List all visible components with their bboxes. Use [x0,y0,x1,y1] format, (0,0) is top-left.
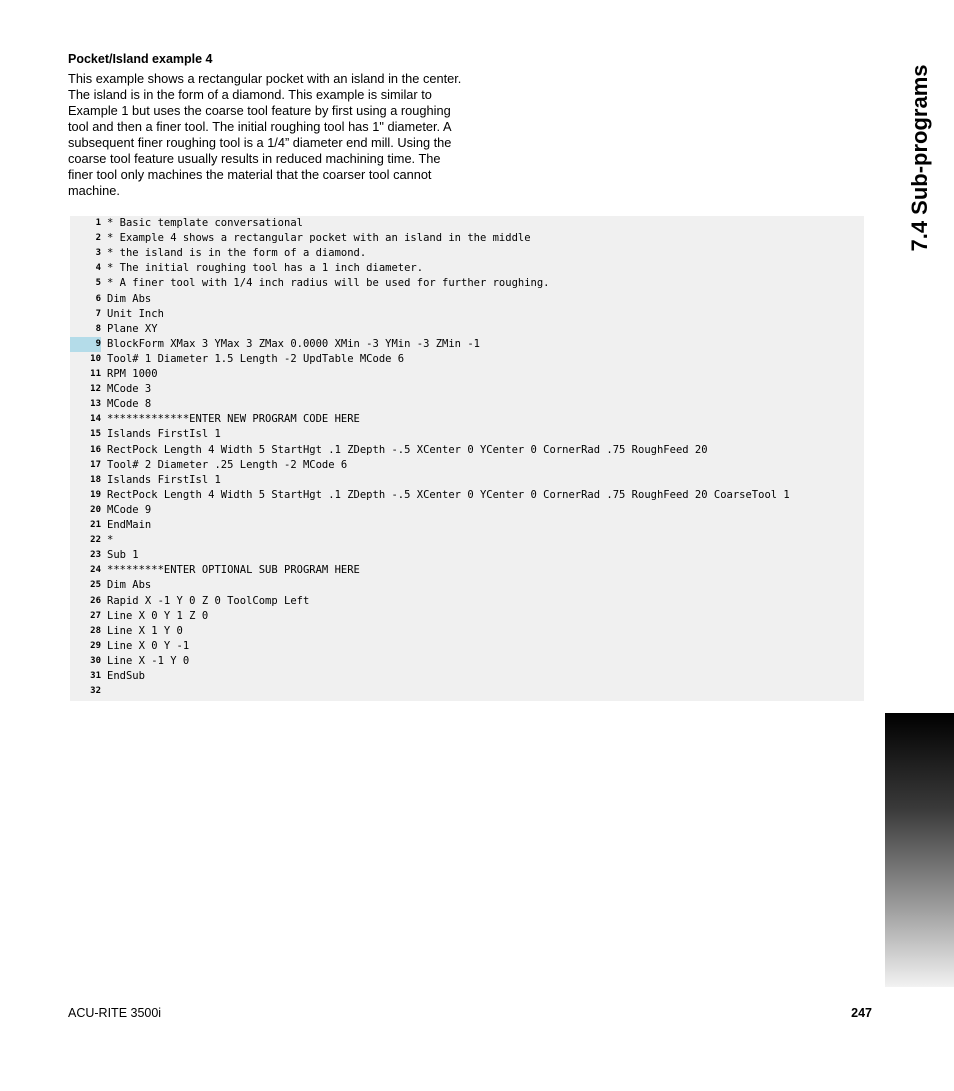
line-number: 31 [90,671,101,681]
line-number: 29 [90,640,101,651]
code-text: *************ENTER NEW PROGRAM CODE HERE [107,413,360,426]
line-number: 26 [90,595,101,606]
line-number: 1 [95,218,101,228]
footer-product: ACU-RITE 3500i [68,1006,162,1020]
line-number: 7 [95,308,101,319]
paragraph-line: finer tool only machines the material that the coarser tool cannot [68,167,432,182]
line-number: 10 [90,353,101,364]
code-line [70,292,864,307]
code-line [70,427,864,442]
line-number: 27 [90,610,101,621]
code-text: Tool# 2 Diameter .25 Length -2 MCode 6 [107,458,348,471]
code-text: *********ENTER OPTIONAL SUB PROGRAM HERE [107,564,360,577]
section-title-text: 7.4 Sub-programs [907,63,932,252]
code-line [70,518,864,533]
code-text: Plane XY [107,322,158,335]
line-number: 23 [90,550,101,561]
code-line [70,503,864,518]
chapter-tab [885,713,954,987]
line-number: 28 [90,625,101,636]
code-text: Line X 0 Y -1 [107,639,190,652]
code-line [70,216,864,231]
code-text: EndSub [107,670,145,682]
paragraph-line: machine. [68,183,120,198]
line-number: 14 [90,414,101,425]
description-paragraph [68,71,518,199]
code-line [70,639,864,654]
code-line [70,458,864,473]
code-text: Line X 0 Y 1 Z 0 [107,609,209,622]
line-number: 17 [90,459,101,470]
code-text: RectPock Length 4 Width 5 StartHgt .1 ZDepth -.5 XCenter 0 YCenter 0 CornerRad .75 RoughFeed 20 CoarseTool 1 [107,488,790,501]
code-line [70,624,864,639]
line-number: 24 [90,565,101,576]
line-number: 9 [70,337,101,352]
code-text: MCode 8 [107,398,152,411]
code-line [70,352,864,367]
code-text: * The initial roughing tool has a 1 inch diameter. [107,262,424,275]
code-line [70,276,864,291]
paragraph-line: subsequent finer roughing tool is a 1/4” diameter end mill. Using the [68,135,452,150]
code-text: Line X -1 Y 0 [107,654,190,667]
code-line [70,594,864,609]
code-text: RPM 1000 [107,368,158,380]
line-number: 13 [90,399,101,410]
code-text: Islands FirstIsl 1 [107,428,221,441]
line-number: 20 [90,504,101,515]
line-number: 3 [95,248,101,259]
line-number: 16 [90,444,101,455]
line-number: 32 [90,686,101,697]
line-number: 19 [90,489,101,500]
code-line [70,397,864,412]
line-number: 5 [95,278,101,289]
code-text: * A finer tool with 1/4 inch radius will be used for further roughing. [107,277,550,290]
code-text: EndMain [107,519,152,531]
code-line [70,443,864,458]
code-line [70,684,864,699]
code-line [70,412,864,427]
code-text: * the island is in the form of a diamond. [107,247,367,260]
code-line [70,382,864,397]
code-text: RectPock Length 4 Width 5 StartHgt .1 ZDepth -.5 XCenter 0 YCenter 0 CornerRad .75 RoughFeed 20 [107,443,708,456]
code-text: Rapid X -1 Y 0 Z 0 ToolComp Left [107,594,310,607]
code-text: Line X 1 Y 0 [107,624,183,637]
code-line [70,337,864,352]
code-line [70,533,864,548]
code-text: MCode 9 [107,503,152,516]
code-line [70,578,864,593]
code-listing [70,216,864,701]
line-number: 11 [90,369,101,379]
code-text: BlockForm XMax 3 YMax 3 ZMax 0.0000 XMin -3 YMin -3 ZMin -1 [107,337,480,350]
line-number: 18 [90,474,101,485]
code-text: Dim Abs [107,292,152,305]
code-line [70,548,864,563]
line-number: 8 [95,323,101,334]
code-line [70,261,864,276]
section-side-title [897,50,943,265]
code-line [70,367,864,382]
code-text: Unit Inch [107,307,164,320]
line-number: 25 [90,580,101,591]
line-number: 6 [95,293,101,304]
code-line [70,563,864,578]
line-number: 2 [95,233,101,244]
code-text: Dim Abs [107,579,152,592]
line-number: 22 [90,535,101,546]
line-number: 15 [90,429,101,440]
line-number: 12 [90,384,101,395]
paragraph-line: Example 1 but uses the coarse tool feature by first using a roughing [68,103,451,118]
code-text: * Basic template conversational [107,217,303,229]
example-heading: Pocket/Island example 4 [68,52,213,66]
page-number: 247 [851,1006,872,1020]
code-line [70,307,864,322]
code-line [70,488,864,503]
code-line [70,473,864,488]
paragraph-line: tool and then a finer tool. The initial roughing tool has 1" diameter. A [68,119,452,134]
paragraph-line: The island is in the form of a diamond. This example is similar to [68,87,432,102]
code-text: Tool# 1 Diameter 1.5 Length -2 UpdTable MCode 6 [107,352,405,365]
code-text: Sub 1 [107,549,139,562]
code-text: * [107,534,114,547]
line-number: 30 [90,655,101,666]
code-text: MCode 3 [107,383,152,396]
code-line [70,322,864,337]
code-line [70,654,864,669]
line-number: 4 [95,263,101,274]
code-line [70,231,864,246]
line-number: 21 [90,520,101,530]
paragraph-line: This example shows a rectangular pocket with an island in the center. [68,71,462,86]
code-line [70,669,864,684]
code-line [70,246,864,261]
code-text: Islands FirstIsl 1 [107,473,221,486]
code-text: * Example 4 shows a rectangular pocket with an island in the middle [107,232,531,245]
code-line [70,609,864,624]
paragraph-line: coarse tool feature usually results in reduced machining time. The [68,151,441,166]
